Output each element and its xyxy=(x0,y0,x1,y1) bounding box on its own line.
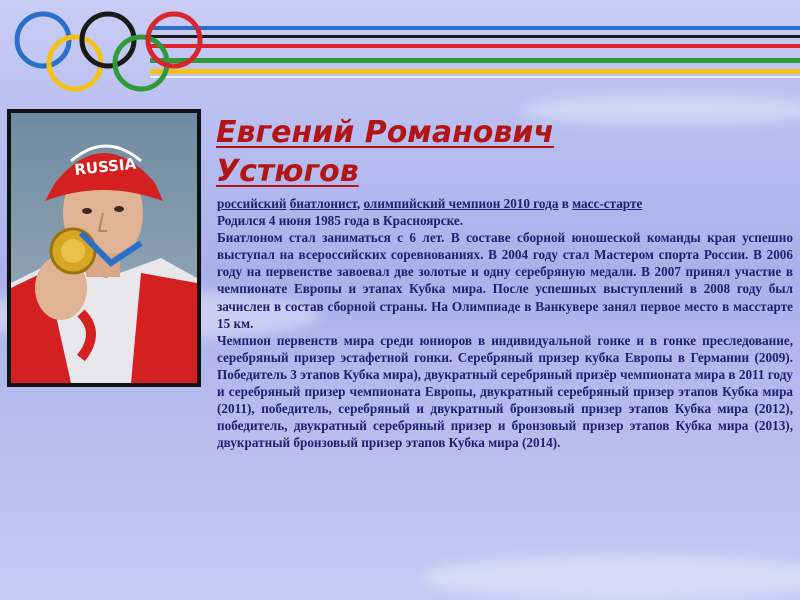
intro-line xyxy=(217,195,793,212)
stripe-yellow xyxy=(150,69,800,74)
link-olympic-champion[interactable]: олимпийский чемпион 2010 года xyxy=(363,196,559,211)
paragraph-career: Биатлоном стал заниматься с 6 лет. В составе сборной юношеской команды края успешно выступал на всероссийских соревнованиях. В 2004 году стал Мастером спорта России. В 2006 году на первенстве завоевал две золотые и одну серебряную медали. В 2007 принял участие в чемпионате Европы и этапах Кубка мира. После успешных выступлений в 2008 году был зачислен в состав сборной страны. На Олимпиаде в Ванкувере занял первое место в масстарте 15 км. xyxy=(217,230,793,331)
intro-separator: , xyxy=(356,196,364,211)
intro-connector: в xyxy=(558,196,573,211)
stripe-blue xyxy=(150,26,800,30)
title-line-2: Устюгов xyxy=(216,154,359,189)
stripe-white xyxy=(150,76,800,78)
athlete-photo xyxy=(7,109,201,387)
athlete-photo-image xyxy=(11,113,197,383)
olympic-rings-logo xyxy=(0,0,220,110)
link-mass-start[interactable]: масс-старте xyxy=(572,196,643,211)
page-title xyxy=(216,113,636,191)
cap-label: RUSSIA xyxy=(73,154,137,179)
athlete-illustration xyxy=(11,113,197,383)
link-russian[interactable]: российский xyxy=(217,196,287,211)
title-line-1: Евгений Романович xyxy=(216,115,555,150)
background-streak xyxy=(420,555,800,600)
stripe-red xyxy=(150,44,800,48)
stripe-green xyxy=(150,58,800,63)
link-biathlete[interactable]: биатлонист xyxy=(289,196,357,211)
stripe-black xyxy=(150,35,800,38)
paragraph-achievements: Чемпион первенств мира среди юниоров в индивидуальной гонке и в гонке преследование, серебряный призер эстафетной гонки. Серебряный призер кубка Европы в Германии (2009). Победитель 3 этапов Кубка мира), двукратный серебряный призёр чемпионата мира в 2011 году и серебряный призер чемпионата Европы, двукратный серебряный призер этапов Кубка мира (2011), победитель, серебряный и двукратный бронзовый призер этапов Кубка мира (2012), победитель, двукратный серебряный призер и бронзовый призер этапов Кубка мира (2013), двукратный бронзовый призер этапов Кубка мира (2014). xyxy=(217,332,793,451)
biography-text xyxy=(217,195,793,451)
paragraph-birth: Родился 4 июня 1985 года в Красноярске. xyxy=(217,213,464,229)
